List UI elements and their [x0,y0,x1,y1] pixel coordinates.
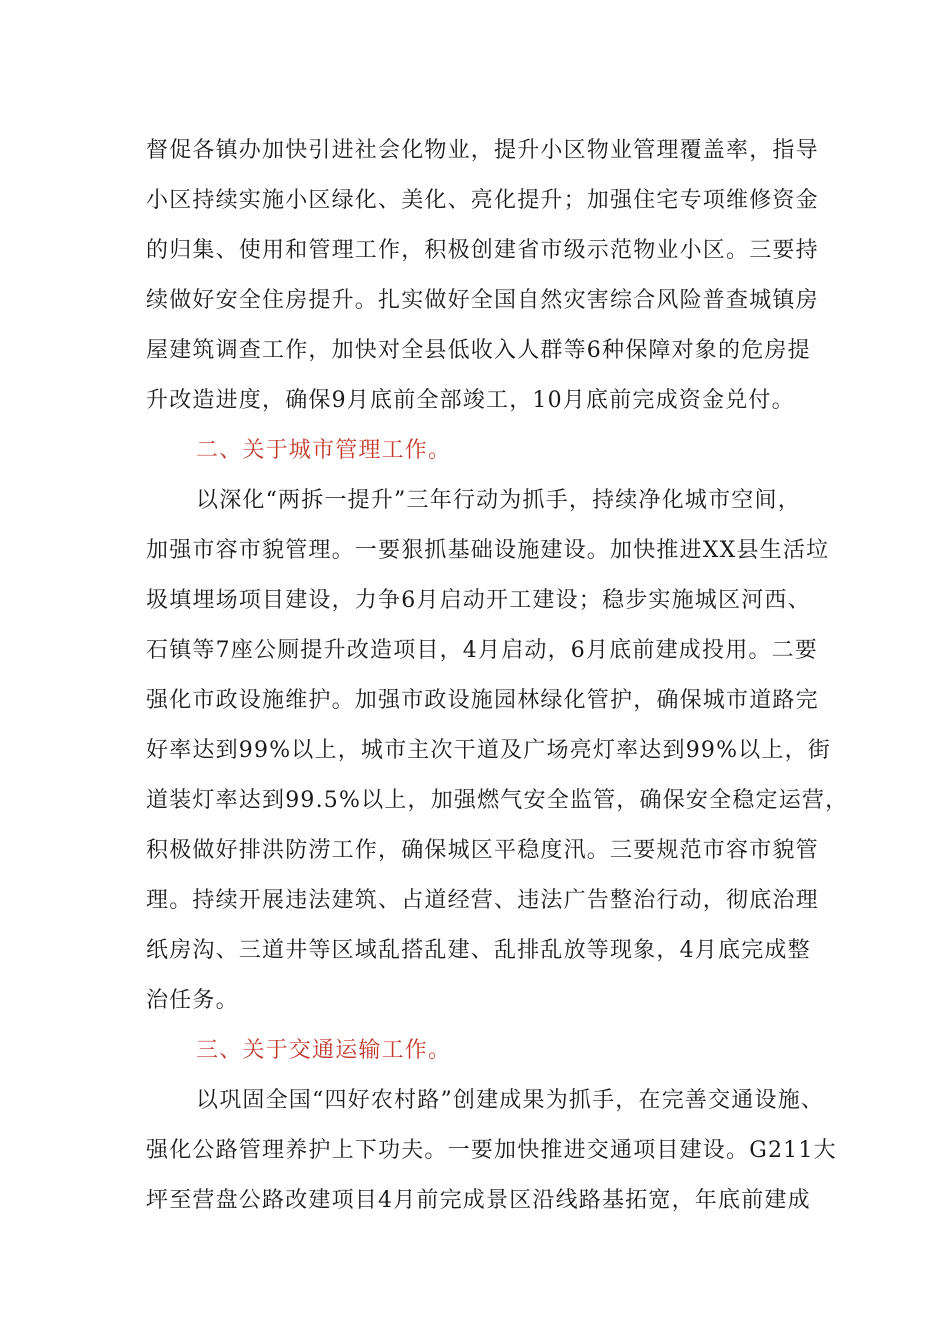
paragraph-line: 强化公路管理养护上下功夫。一要加快推进交通项目建设。G211大 [146,1138,837,1163]
paragraph-line: 小区持续实施小区绿化、美化、亮化提升；加强住宅专项维修资金 [146,188,819,213]
paragraph-line: 石镇等7座公厕提升改造项目，4月启动，6月底前建成投用。二要 [146,638,818,663]
paragraph-line: 好率达到99%以上，城市主次干道及广场亮灯率达到99%以上，街 [146,738,831,763]
paragraph-line: 以深化“两拆一提升”三年行动为抓手，持续净化城市空间， [196,488,801,513]
section-heading-city-management: 二、关于城市管理工作。 [196,438,452,463]
paragraph-line: 的归集、使用和管理工作，积极创建省市级示范物业小区。三要持 [146,238,819,263]
paragraph-line: 坪至营盘公路改建项目4月前完成景区沿线路基拓宽，年底前建成 [146,1188,811,1213]
paragraph-line: 纸房沟、三道井等区域乱搭乱建、乱排乱放等现象，4月底完成整 [146,938,811,963]
paragraph-line: 加强市容市貌管理。一要狠抓基础设施建设。加快推进XX县生活垃 [146,538,830,563]
paragraph-line: 治任务。 [146,988,239,1013]
paragraph-line: 以巩固全国“四好农村路”创建成果为抓手，在完善交通设施、 [196,1088,825,1113]
paragraph-line: 圾填埋场项目建设，力争6月启动开工建设；稳步实施城区河西、 [146,588,811,613]
section-heading-transport: 三、关于交通运输工作。 [196,1038,452,1063]
paragraph-line: 续做好安全住房提升。扎实做好全国自然灾害综合风险普查城镇房 [146,288,819,313]
paragraph-line: 督促各镇办加快引进社会化物业，提升小区物业管理覆盖率，指导 [146,138,819,163]
paragraph-line: 强化市政设施维护。加强市政设施园林绿化管护，确保城市道路完 [146,688,819,713]
paragraph-line: 积极做好排洪防涝工作，确保城区平稳度汛。三要规范市容市貌管 [146,838,819,863]
paragraph-line: 道装灯率达到99.5%以上，加强燃气安全监管，确保安全稳定运营， [146,788,849,813]
paragraph-line: 升改造进度，确保9月底前全部竣工，10月底前完成资金兑付。 [146,388,795,413]
paragraph-line: 理。持续开展违法建筑、占道经营、违法广告整治行动，彻底治理 [146,888,819,913]
paragraph-line: 屋建筑调查工作，加快对全县低收入人群等6种保障对象的危房提 [146,338,811,363]
